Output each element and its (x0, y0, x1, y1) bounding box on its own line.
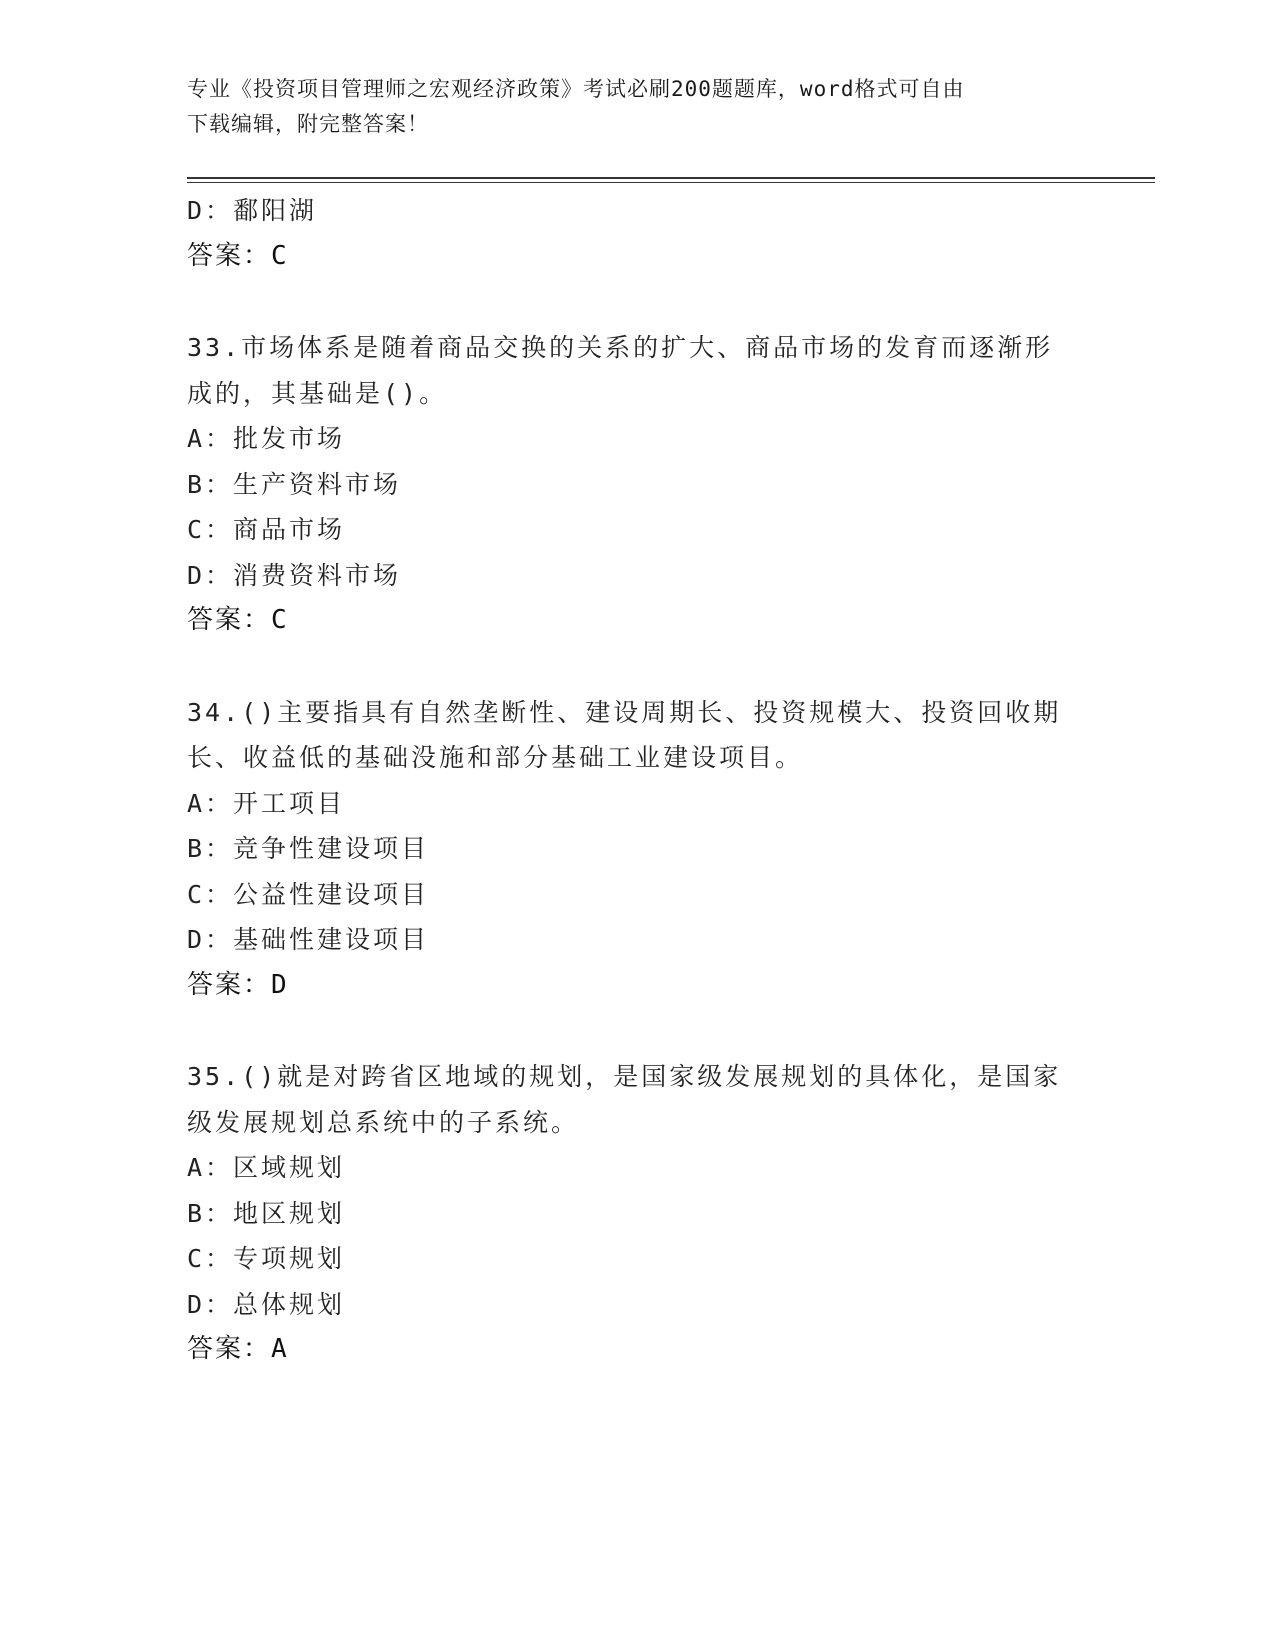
answer-line: 答案：D (187, 969, 289, 1000)
option-c: C：专项规划 (187, 1244, 346, 1273)
question-stem-line-2: 长、收益低的基础没施和部分基础工业建设项目。 (187, 743, 804, 772)
option-d: D：消费资料市场 (187, 560, 402, 590)
previous-question-tail (187, 188, 1087, 279)
question-stem-line-2: 级发展规划总系统中的子系统。 (187, 1107, 580, 1137)
document-header (187, 72, 1087, 142)
option-b: B：生产资料市场 (187, 469, 402, 499)
option-a: A：批发市场 (187, 424, 346, 453)
question-list (187, 188, 1087, 1373)
option-c: C：公益性建设项目 (187, 879, 430, 909)
option-b: B：地区规划 (187, 1198, 346, 1228)
header-divider-thick (187, 177, 1155, 179)
header-line-2: 下载编辑，附完整答案！ (187, 112, 429, 136)
question-34 (187, 690, 1087, 1009)
question-stem-line-2: 成的，其基础是()。 (187, 378, 448, 408)
answer-line: 答案：A (187, 1334, 289, 1364)
question-stem-line-1: 33.市场体系是随着商品交换的关系的扩大、商品市场的发育而逐渐形 (187, 333, 1054, 362)
answer-line: 答案：C (187, 240, 289, 271)
option-b: B：竞争性建设项目 (187, 834, 430, 863)
option-a: A：开工项目 (187, 788, 346, 818)
option-d: D：总体规划 (187, 1289, 346, 1319)
header-line-1: 专业《投资项目管理师之宏观经济政策》考试必刷200题题库，word格式可自由 (187, 77, 965, 101)
header-divider-thin (187, 182, 1155, 183)
option-d: D：基础性建设项目 (187, 925, 430, 954)
question-stem-line-1: 35.()就是对跨省区地域的规划，是国家级发展规划的具体化，是国家 (187, 1062, 1062, 1091)
question-35 (187, 1054, 1087, 1373)
option-a: A：区域规划 (187, 1153, 346, 1182)
option-c: C：商品市场 (187, 515, 346, 544)
question-33 (187, 325, 1087, 644)
option-d: D：鄱阳湖 (187, 196, 318, 225)
answer-line: 答案：C (187, 605, 289, 635)
question-stem-line-1: 34.()主要指具有自然垄断性、建设周期长、投资规模大、投资回收期 (187, 697, 1062, 727)
